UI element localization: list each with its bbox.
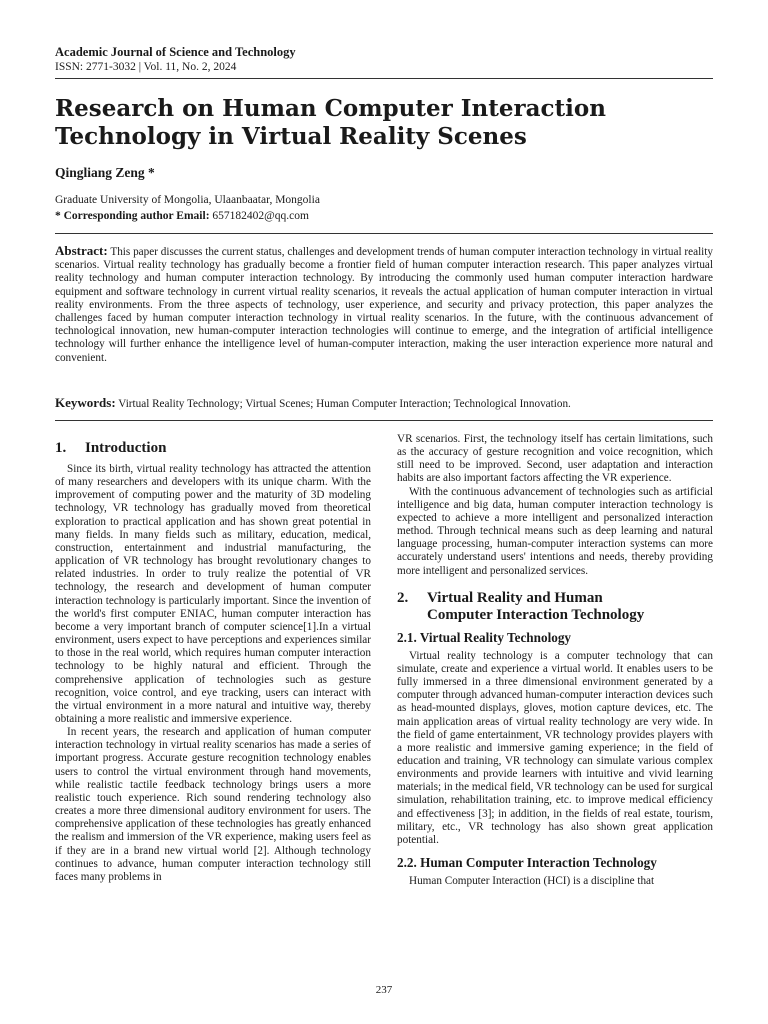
journal-name: Academic Journal of Science and Technology — [55, 45, 296, 59]
paragraph: Human Computer Interaction (HCI) is a discipline that — [409, 875, 655, 888]
paper-title: Research on Human Computer Interaction Technology in Virtual Reality Scenes — [55, 95, 606, 150]
section-heading-introduction — [55, 440, 371, 457]
paragraph: Virtual reality technology is a computer technology that can simulate, create and experience a virtual world. It enables users to be fully immersed in a three dimensional environment generated by a computer through advanced human-computer interaction devices such as head-mounted displays, gloves, motion capture devices, etc. The main application areas of virtual reality technology are very wide. In the field of game entertainment, VR technology provides players with a more realistic and immersive gaming experience; in the field of education and training, VR technology can simulate various complex environments and provide learners with intuitive and vivid learning materials; in the medical field, VR technology can be used for surgical simulation, rehabilitation training, etc. to improve medical efficiency and effectiveness [3]; in addition, in the fields of real estate, tourism, military, etc., VR technology has also shown great application potential. — [397, 649, 713, 846]
section-heading-vr-hci — [397, 590, 713, 624]
page-number: 237 — [375, 984, 393, 996]
keywords-bottom-rule — [55, 420, 713, 421]
subsection-heading-vr-technology: 2.1. Virtual Reality Technology — [397, 629, 572, 645]
paragraph: In recent years, the research and application of human computer interaction technology in virtual reality scenarios has made a series of important progress. Accurate gesture recognition technology enables users to control the virtual environment through hand movements, while realistic tactile feedback technology brings users a more realistic touch experience. Rich sound rendering technology also creates a more three dimensional auditory environment for users. The comprehensive application of these technologies has greatly enhanced the realism and immersion of the VR experience, making users feel as if they are in a brand new virtual world [2]. Although technology continues to advance, human computer interaction technology still faces many problems in — [55, 726, 371, 883]
paragraph: With the continuous advancement of technologies such as artificial intelligence and big data, human computer interaction technology is expected to achieve a more intelligent and personalized interaction method. Through technical means such as deep learning and natural language processing, human-computer interaction systems can more accurately understand users' intentions and needs, thereby providing more intelligent and personalized services. — [397, 485, 713, 577]
keywords-text: Virtual Reality Technology; Virtual Scenes; Human Computer Interaction; Technological Innovation. — [118, 398, 571, 410]
author-name: Qingliang Zeng * — [55, 165, 155, 180]
section-number: 2. — [397, 589, 409, 606]
abstract-top-rule — [55, 233, 713, 234]
left-column — [55, 436, 371, 884]
journal-issn: ISSN: 2771-3032 | Vol. 11, No. 2, 2024 — [55, 61, 237, 73]
abstract-label: Abstract: — [55, 243, 108, 258]
affiliation-block — [55, 192, 320, 224]
section-number: 1. — [55, 440, 67, 456]
corresponding-email[interactable]: 657182402@qq.com — [212, 210, 309, 222]
corresponding-label: * Corresponding author Email: — [55, 210, 210, 222]
section-title-line: Virtual Reality and Human — [427, 589, 603, 606]
section-title — [427, 590, 644, 624]
header-rule — [55, 78, 713, 79]
section-title: Introduction — [85, 440, 167, 456]
journal-header — [55, 45, 713, 74]
keywords-label: Keywords: — [55, 395, 116, 410]
abstract-text: This paper discusses the current status, challenges and development trends of human computer interaction technology in virtual reality scenarios. Virtual reality technology has gradually become a frontier field of human computer interaction research. This paper analyzes virtual reality technology and human computer interaction technology. By introducing the commonly used human computer interaction hardware equipment and software technology in current virtual reality scenarios, it reveals the actual application of human computer interaction in virtual reality environments. From the three aspects of technology, user experience, and security and privacy protection, this paper analyzes the challenges faced by human computer interaction technology in virtual reality scenarios. In the future, with the continuous advancement of technological innovation, new human-computer interaction technologies will continue to emerge, and the integration of artificial intelligence technology will further enhance the intelligence level of human-computer interaction, making the user interaction experience more natural and convenient. — [55, 246, 713, 364]
abstract — [55, 244, 713, 365]
subsection-heading-hci-technology: 2.2. Human Computer Interaction Technology — [397, 855, 657, 871]
corresponding-author — [55, 208, 320, 224]
paragraph: VR scenarios. First, the technology itself has certain limitations, such as the accuracy of gesture recognition and voice recognition, which still need to be improved. Second, user adaptation and interaction habits are also important factors affecting the VR experience. — [397, 433, 713, 485]
paragraph: Since its birth, virtual reality technology has attracted the attention of many researchers and developers with its unique charm. With the improvement of computing power and the maturity of 3D modeling technology, VR technology has gradually moved from theoretical exploration to practical application and has shown great potential in many fields. In many fields such as military, education, medical, construction, entertainment and industrial manufacturing, the application of VR technology has brought revolutionary changes to related industries. In order to truly realize the potential of VR technology, the research and development of human computer interaction technology is particularly important. Since the invention of the world's first computer ENIAC, human computer interaction has become a very important branch of computer science[1].In a virtual environment, users expect to have perceptions and experiences similar to those in the real world, which requires human computer interaction technology to be highly natural and efficient. Through the comprehensive application of technologies such as gesture recognition, voice control, and eye tracking, users can interact with the virtual environment in a more natural and intuitive way, thereby obtaining a more realistic and immersive experience. — [55, 463, 371, 725]
right-column — [397, 433, 713, 888]
affiliation: Graduate University of Mongolia, Ulaanbaatar, Mongolia — [55, 194, 320, 206]
section-title-line: Computer Interaction Technology — [427, 606, 645, 623]
keywords — [55, 396, 713, 411]
